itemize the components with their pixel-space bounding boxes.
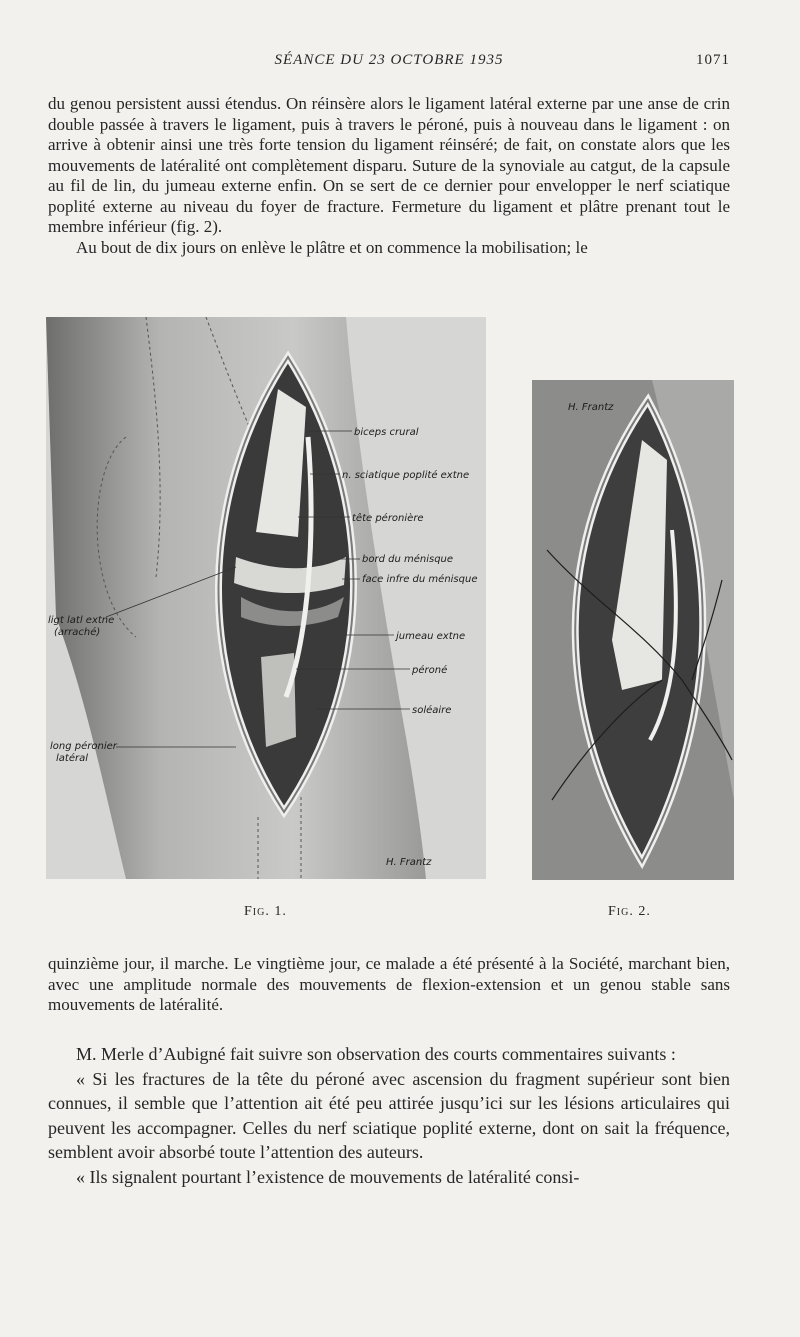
figure-2-signature: H. Frantz — [568, 402, 614, 413]
label-biceps-crural: biceps crural — [354, 427, 419, 438]
figure-1-illustration — [46, 317, 486, 879]
paragraph: quinzième jour, il marche. Le vingtième jour, ce malade a été présenté à la Société, marchant bien, avec une amplitude normale des mouvements de flexion-extension et un genou stable sans mouvements de latéralité. — [48, 954, 730, 1014]
paragraph: Au bout de dix jours on enlève le plâtre et on commence la mobilisation; le — [76, 237, 588, 257]
text-block-bottom — [48, 1042, 730, 1189]
page-number: 1071 — [696, 52, 730, 68]
paragraph: du genou persistent aussi étendus. On réinsère alors le ligament latéral externe par une anse de crin double passée à travers le ligament, puis à travers le péroné, puis à nouveau dans le ligament : on arrive à obtenir ainsi une très forte tension du ligament réinséré; de fait, on constate alors que les mouvements de latéralité ont complètement disparu. Suture de la synoviale au catgut, de la capsule au fil de lin, du jumeau externe enfin. On se sert de ce dernier pour envelopper le nerf sciatique poplité externe au niveau du foyer de fracture. Fermeture du ligament et plâtre prenant tout le membre inférieur (fig. 2). — [48, 94, 730, 236]
text-block-middle — [48, 954, 730, 1016]
label-bord-menisque: bord du ménisque — [362, 554, 454, 565]
label-jumeau: jumeau extne — [396, 631, 466, 642]
label-ligament-lateral: ligt latl extne — [48, 615, 115, 626]
label-long-peronier-lateral: latéral — [56, 753, 88, 764]
paragraph: « Si les fractures de la tête du péroné avec ascension du fragment supérieur sont bien connues, il semble que l’attention ait été peu attirée jusqu’ici sur les lésions articulaires qui peuvent les accompagner. Celles du nerf sciatique poplité externe, dont on sait la fréquence, semblent avoir absorbé toute l’attention des auteurs. — [48, 1068, 730, 1162]
label-face-menisque: face infre du ménisque — [362, 574, 478, 585]
paragraph: « Ils signalent pourtant l’existence de mouvements de latéralité consi- — [76, 1166, 580, 1187]
label-long-peronier: long péronier — [50, 741, 117, 752]
running-head-title: SÉANCE DU 23 OCTOBRE 1935 — [274, 52, 504, 68]
label-perone: péroné — [412, 665, 448, 676]
label-nerf-sciatique: n. sciatique poplité extne — [342, 470, 470, 481]
figure-1-signature: H. Frantz — [386, 857, 432, 868]
running-head — [48, 52, 730, 72]
label-tete-peroniere: tête péronière — [352, 513, 424, 524]
label-ligament-arrache: (arraché) — [54, 627, 101, 638]
figure-2-caption: Fig. 2. — [608, 904, 651, 919]
paragraph: M. Merle d’Aubigné fait suivre son observation des courts commentaires suivants : — [76, 1044, 676, 1064]
figure-1-caption: Fig. 1. — [244, 904, 287, 919]
figure-2-illustration — [532, 380, 734, 880]
text-block-top — [48, 94, 730, 258]
label-soleaire: soléaire — [412, 705, 452, 716]
